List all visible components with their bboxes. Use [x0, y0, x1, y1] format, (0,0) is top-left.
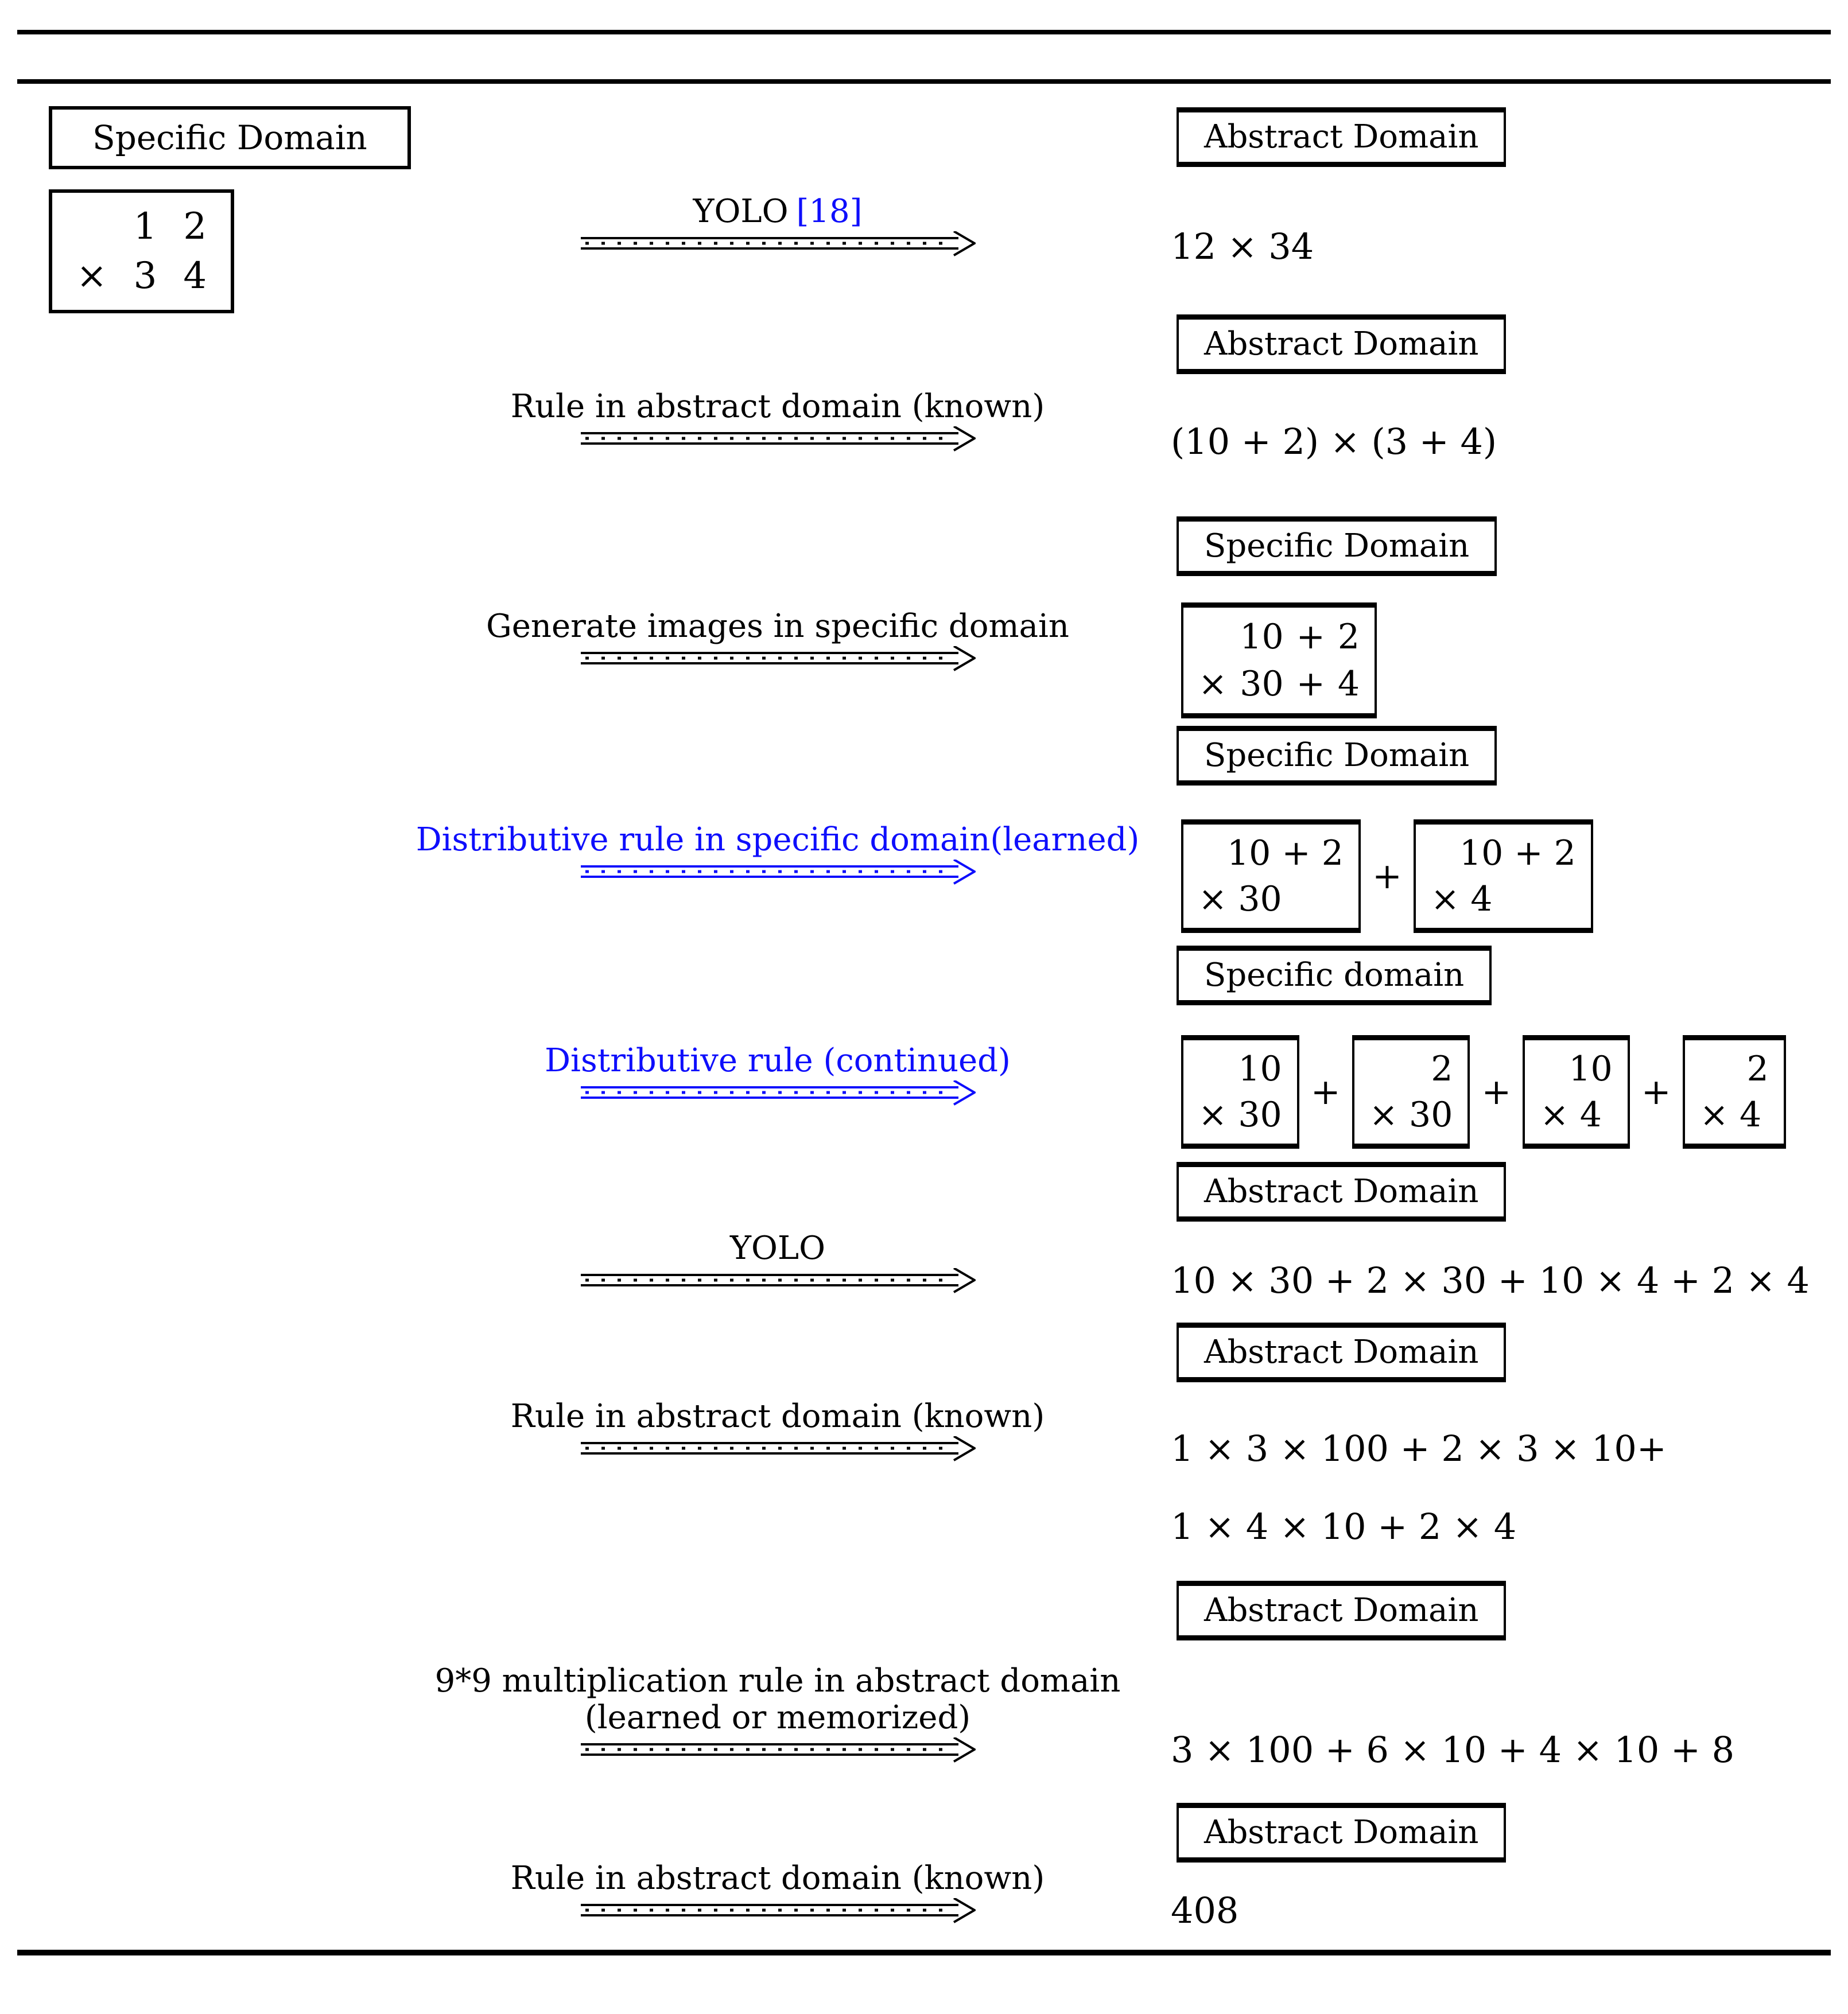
problem-cell: 3: [133, 255, 157, 297]
arrow-label-text: YOLO: [693, 193, 789, 230]
arrow-group-yolo-1: [580, 193, 976, 256]
arrow-label: Rule in abstract domain (known): [510, 1860, 1045, 1897]
times-sign: ×: [1198, 1095, 1228, 1135]
double-arrow-icon: [580, 646, 976, 671]
mini-val: 30: [1409, 1095, 1453, 1135]
stacked-multiplication-box: [1181, 1035, 1299, 1149]
distributive-step2-cluster: [1181, 1035, 1786, 1149]
arrow-group-rule-abstract-2: [510, 1398, 1045, 1461]
mini-val: 4: [1740, 1095, 1762, 1135]
top-rule: [17, 30, 1831, 34]
formula-expanded-products: 10 × 30 + 2 × 30 + 10 × 4 + 2 × 4: [1171, 1259, 1810, 1301]
arrow-label: YOLO: [730, 1230, 825, 1267]
double-arrow-icon: [580, 1737, 976, 1763]
bottom-rule: [17, 1950, 1831, 1955]
stack-cell: +: [1296, 664, 1325, 704]
double-arrow-icon: [580, 426, 976, 452]
mini-top: 2: [1746, 1049, 1769, 1089]
domain-label: Abstract Domain: [1204, 325, 1479, 363]
arrow-label: [693, 193, 863, 230]
domain-label: Abstract Domain: [1204, 1814, 1479, 1851]
stack-cell: 10: [1240, 617, 1284, 657]
domain-label-box: [1177, 1803, 1506, 1863]
arrow-group-rule-abstract-1: [510, 388, 1045, 452]
specific-domain-label: Specific Domain: [92, 118, 367, 157]
times-sign: ×: [1430, 879, 1460, 919]
arrow-group-yolo-2: [580, 1230, 976, 1293]
problem-cell: 2: [183, 205, 207, 248]
double-arrow-icon: [580, 860, 976, 885]
plus-sign: +: [1481, 1071, 1512, 1113]
domain-label-box: [1177, 946, 1492, 1005]
mini-top: 10: [1569, 1049, 1613, 1089]
stacked-multiplication-box: [1523, 1035, 1629, 1149]
double-arrow-icon: [580, 1436, 976, 1461]
double-arrow-icon: [580, 1898, 976, 1923]
times-sign: ×: [76, 255, 107, 297]
problem-cell: 4: [183, 255, 207, 297]
times-sign: ×: [1699, 1095, 1729, 1135]
header-rule: [17, 79, 1831, 84]
arrow-label: Rule in abstract domain (known): [510, 1398, 1045, 1435]
domain-label: Abstract Domain: [1204, 118, 1479, 155]
domain-label: Abstract Domain: [1204, 1333, 1479, 1371]
domain-label-box: [1177, 314, 1506, 374]
arrow-label-line1: 9*9 multiplication rule in abstract domain: [434, 1662, 1121, 1700]
arrow-group-generate-images: [486, 608, 1069, 671]
domain-label-box: [1177, 516, 1497, 576]
arrow-group-distributive-continued: [545, 1042, 1011, 1106]
domain-label-box: [1177, 726, 1497, 786]
formula-expanded-parens: (10 + 2) × (3 + 4): [1171, 421, 1497, 462]
arrow-label: Generate images in specific domain: [486, 608, 1069, 645]
mini-val: 30: [1238, 1095, 1282, 1135]
domain-label-box: [1177, 1162, 1506, 1222]
mini-top: 10 + 2: [1227, 833, 1344, 873]
stack-cell: 2: [1337, 617, 1360, 657]
stacked-multiplication-box: [1181, 602, 1377, 718]
times-sign: ×: [1198, 879, 1228, 919]
domain-label: Specific Domain: [1204, 737, 1470, 774]
formula-12x34: 12 × 34: [1171, 225, 1314, 267]
arrow-label-line2: (learned or memorized): [584, 1699, 971, 1736]
arrow-label: Distributive rule in specific domain(learned): [416, 821, 1140, 858]
double-arrow-icon: [580, 1268, 976, 1293]
mini-top: 2: [1431, 1049, 1453, 1089]
times-sign: ×: [1198, 664, 1228, 704]
stack-cell: 30: [1240, 664, 1284, 704]
domain-label: Abstract Domain: [1204, 1173, 1479, 1210]
times-sign: ×: [1369, 1095, 1398, 1135]
arrow-group-distributive-learned: [416, 821, 1140, 885]
arrow-group-rule-abstract-3: [510, 1860, 1045, 1923]
mini-val: 30: [1238, 879, 1282, 919]
stacked-multiplication-box: [1181, 819, 1361, 933]
arrow-label: Distributive rule (continued): [545, 1042, 1011, 1079]
plus-sign: +: [1310, 1071, 1341, 1113]
formula-line1: 1 × 3 × 100 + 2 × 3 × 10+: [1171, 1428, 1667, 1469]
domain-label: Specific Domain: [1204, 527, 1470, 565]
domain-label: Abstract Domain: [1204, 1592, 1479, 1629]
domain-label-box: [1177, 1323, 1506, 1382]
stacked-multiplication-box: [1352, 1035, 1470, 1149]
mini-val: 4: [1579, 1095, 1602, 1135]
plus-sign: +: [1372, 855, 1402, 897]
domain-label-box: [1177, 107, 1506, 167]
stack-cell: 4: [1337, 664, 1360, 704]
specific-domain-label-box: [49, 106, 411, 169]
formula-place-values: [1171, 1429, 1667, 1546]
distributive-step1-cluster: [1181, 819, 1593, 933]
times-sign: ×: [1540, 1095, 1569, 1135]
arrow-label: Rule in abstract domain (known): [510, 388, 1045, 425]
stacked-multiplication-box: [1414, 819, 1593, 933]
mini-val: 4: [1470, 879, 1493, 919]
mini-top: 10 + 2: [1459, 833, 1576, 873]
formula-final-result: 408: [1171, 1889, 1239, 1931]
domain-label-box: [1177, 1581, 1506, 1640]
arrow-group-99-rule: [434, 1662, 1121, 1763]
formula-99-result: 3 × 100 + 6 × 10 + 4 × 10 + 8: [1171, 1729, 1735, 1771]
multiplication-problem-box: [49, 189, 234, 313]
mini-top: 10: [1238, 1049, 1282, 1089]
problem-cell: 1: [133, 205, 157, 248]
formula-line2: 1 × 4 × 10 + 2 × 4: [1171, 1506, 1517, 1548]
stacked-multiplication-box: [1683, 1035, 1786, 1149]
citation-link[interactable]: [18]: [796, 193, 863, 230]
plus-sign: +: [1641, 1071, 1671, 1113]
double-arrow-icon: [580, 231, 976, 256]
domain-label: Specific domain: [1204, 957, 1465, 994]
double-arrow-icon: [580, 1080, 976, 1106]
stack-cell: +: [1296, 617, 1325, 657]
